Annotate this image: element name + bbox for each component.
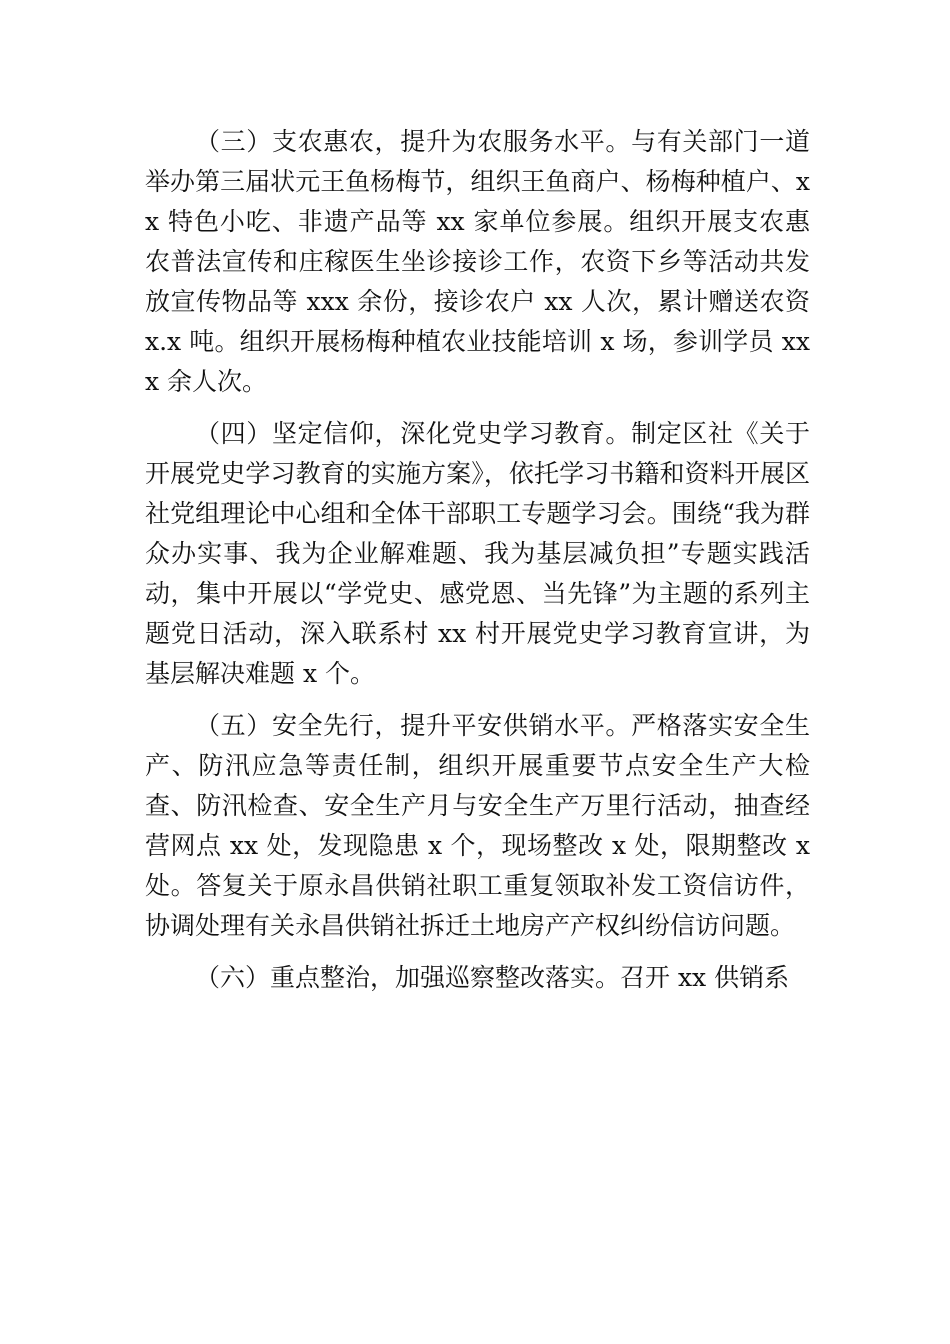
paragraph-section-3: （三）支农惠农，提升为农服务水平。与有关部门一道举办第三届状元王鱼杨梅节，组织王鱼商户、杨梅种植户、xx 特色小吃、非遗产品等 xx 家单位参展。组织开展支农惠农普法宣传和庄稼医生坐诊接诊工作，农资下乡等活动共发放宣传物品等 xxx 余份，接诊农户 xx 人次，累计赠送农资 x.x 吨。组织开展杨梅种植农业技能培训 x 场，参训学员 xxx 余人次。 xyxy=(145,127,810,396)
paragraph-section-6: （六）重点整治，加强巡察整改落实。召开 xx 供销系 xyxy=(195,963,790,992)
paragraph-section-5: （五）安全先行，提升平安供销水平。严格落实安全生产、防汛应急等责任制，组织开展重要节点安全生产大检查、防汛检查、安全生产月与安全生产万里行活动，抽查经营网点 xx 处，发现隐患 x 个，现场整改 x 处，限期整改 x 处。答复关于原永昌供销社职工重复领取补发工资信访件，协调处理有关永昌供销社拆迁土地房产产权纠纷信访问题。 xyxy=(145,711,810,940)
document-body xyxy=(145,122,810,1010)
paragraph-section-4: （四）坚定信仰，深化党史学习教育。制定区社《关于开展党史学习教育的实施方案》，依托学习书籍和资料开展区社党组理论中心组和全体干部职工专题学习会。围绕“我为群众办实事、我为企业解难题、我为基层减负担”专题实践活动，集中开展以“学党史、感党恩、当先锋”为主题的系列主题党日活动，深入联系村 xx 村开展党史学习教育宣讲，为基层解决难题 x 个。 xyxy=(145,419,810,688)
